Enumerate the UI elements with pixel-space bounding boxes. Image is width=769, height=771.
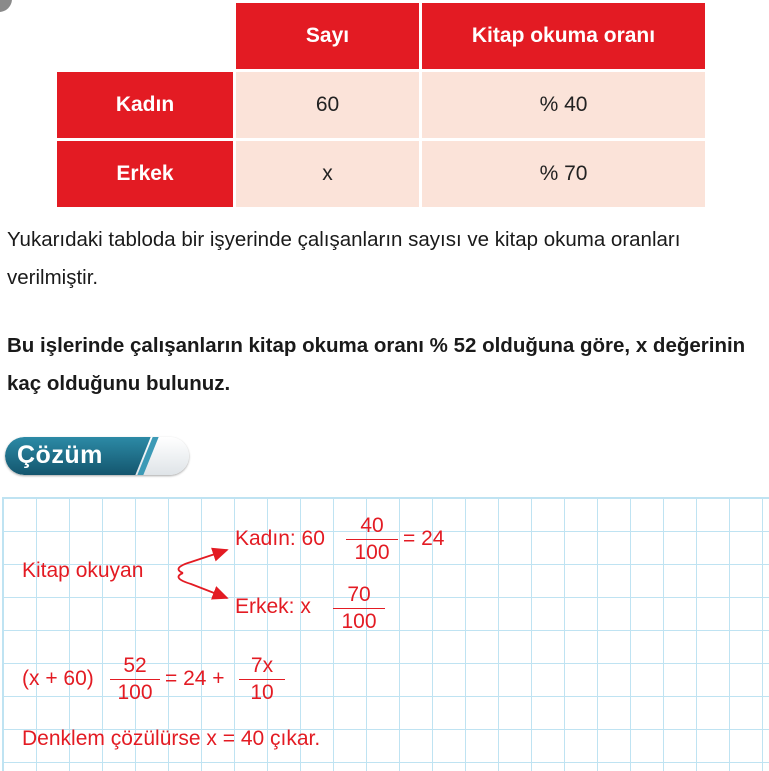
equation-den-2: 10	[250, 681, 274, 704]
branch-arrows	[163, 538, 243, 608]
corner-marker	[0, 0, 12, 12]
equation-den-1: 100	[117, 681, 153, 704]
table-row	[57, 141, 705, 207]
women-fraction	[346, 513, 398, 566]
row-label-women: Kadın	[57, 72, 233, 138]
women-fraction-den: 100	[354, 541, 390, 564]
header-count: Sayı	[236, 3, 419, 69]
table-corner-cell	[57, 3, 233, 69]
table-row	[57, 72, 705, 138]
solution-badge-label: Çözüm	[17, 441, 103, 469]
arrow-down-icon	[179, 573, 228, 598]
men-fraction-num: 70	[347, 583, 371, 606]
women-result: = 24	[403, 527, 445, 550]
problem-description: Yukarıdaki tabloda bir işyerinde çalışanların sayısı ve kitap okuma oranları verilmiştir.	[7, 228, 681, 289]
women-fraction-num: 40	[360, 514, 384, 537]
women-rate: % 40	[422, 72, 705, 138]
men-prefix: Erkek: x	[235, 595, 311, 618]
equation-fraction-1	[110, 653, 160, 706]
table-header-row	[57, 3, 705, 69]
data-table	[54, 0, 708, 210]
row-label-men: Erkek	[57, 141, 233, 207]
equation-fraction-2	[239, 653, 285, 706]
problem-question: Bu işlerinde çalışanların kitap okuma oranı % 52 olduğuna göre, x değerinin kaç olduğunu bulunuz.	[7, 334, 746, 395]
equation-num-1: 52	[123, 654, 147, 677]
men-fraction-den: 100	[341, 610, 377, 633]
equation-left: (x + 60)	[22, 667, 94, 690]
men-fraction	[333, 582, 385, 635]
reader-label: Kitap okuyan	[22, 559, 144, 582]
header-reading-rate: Kitap okuma oranı	[422, 3, 705, 69]
equation-num-2: 7x	[250, 654, 274, 677]
women-count: 60	[236, 72, 419, 138]
men-rate: % 70	[422, 141, 705, 207]
conclusion: Denklem çözülürse x = 40 çıkar.	[22, 727, 321, 750]
arrow-up-icon	[179, 550, 228, 573]
women-prefix: Kadın: 60	[235, 527, 325, 550]
men-count: x	[236, 141, 419, 207]
equation-middle: = 24 +	[165, 667, 225, 690]
solution-grid	[2, 497, 769, 771]
solution-badge	[5, 437, 189, 475]
